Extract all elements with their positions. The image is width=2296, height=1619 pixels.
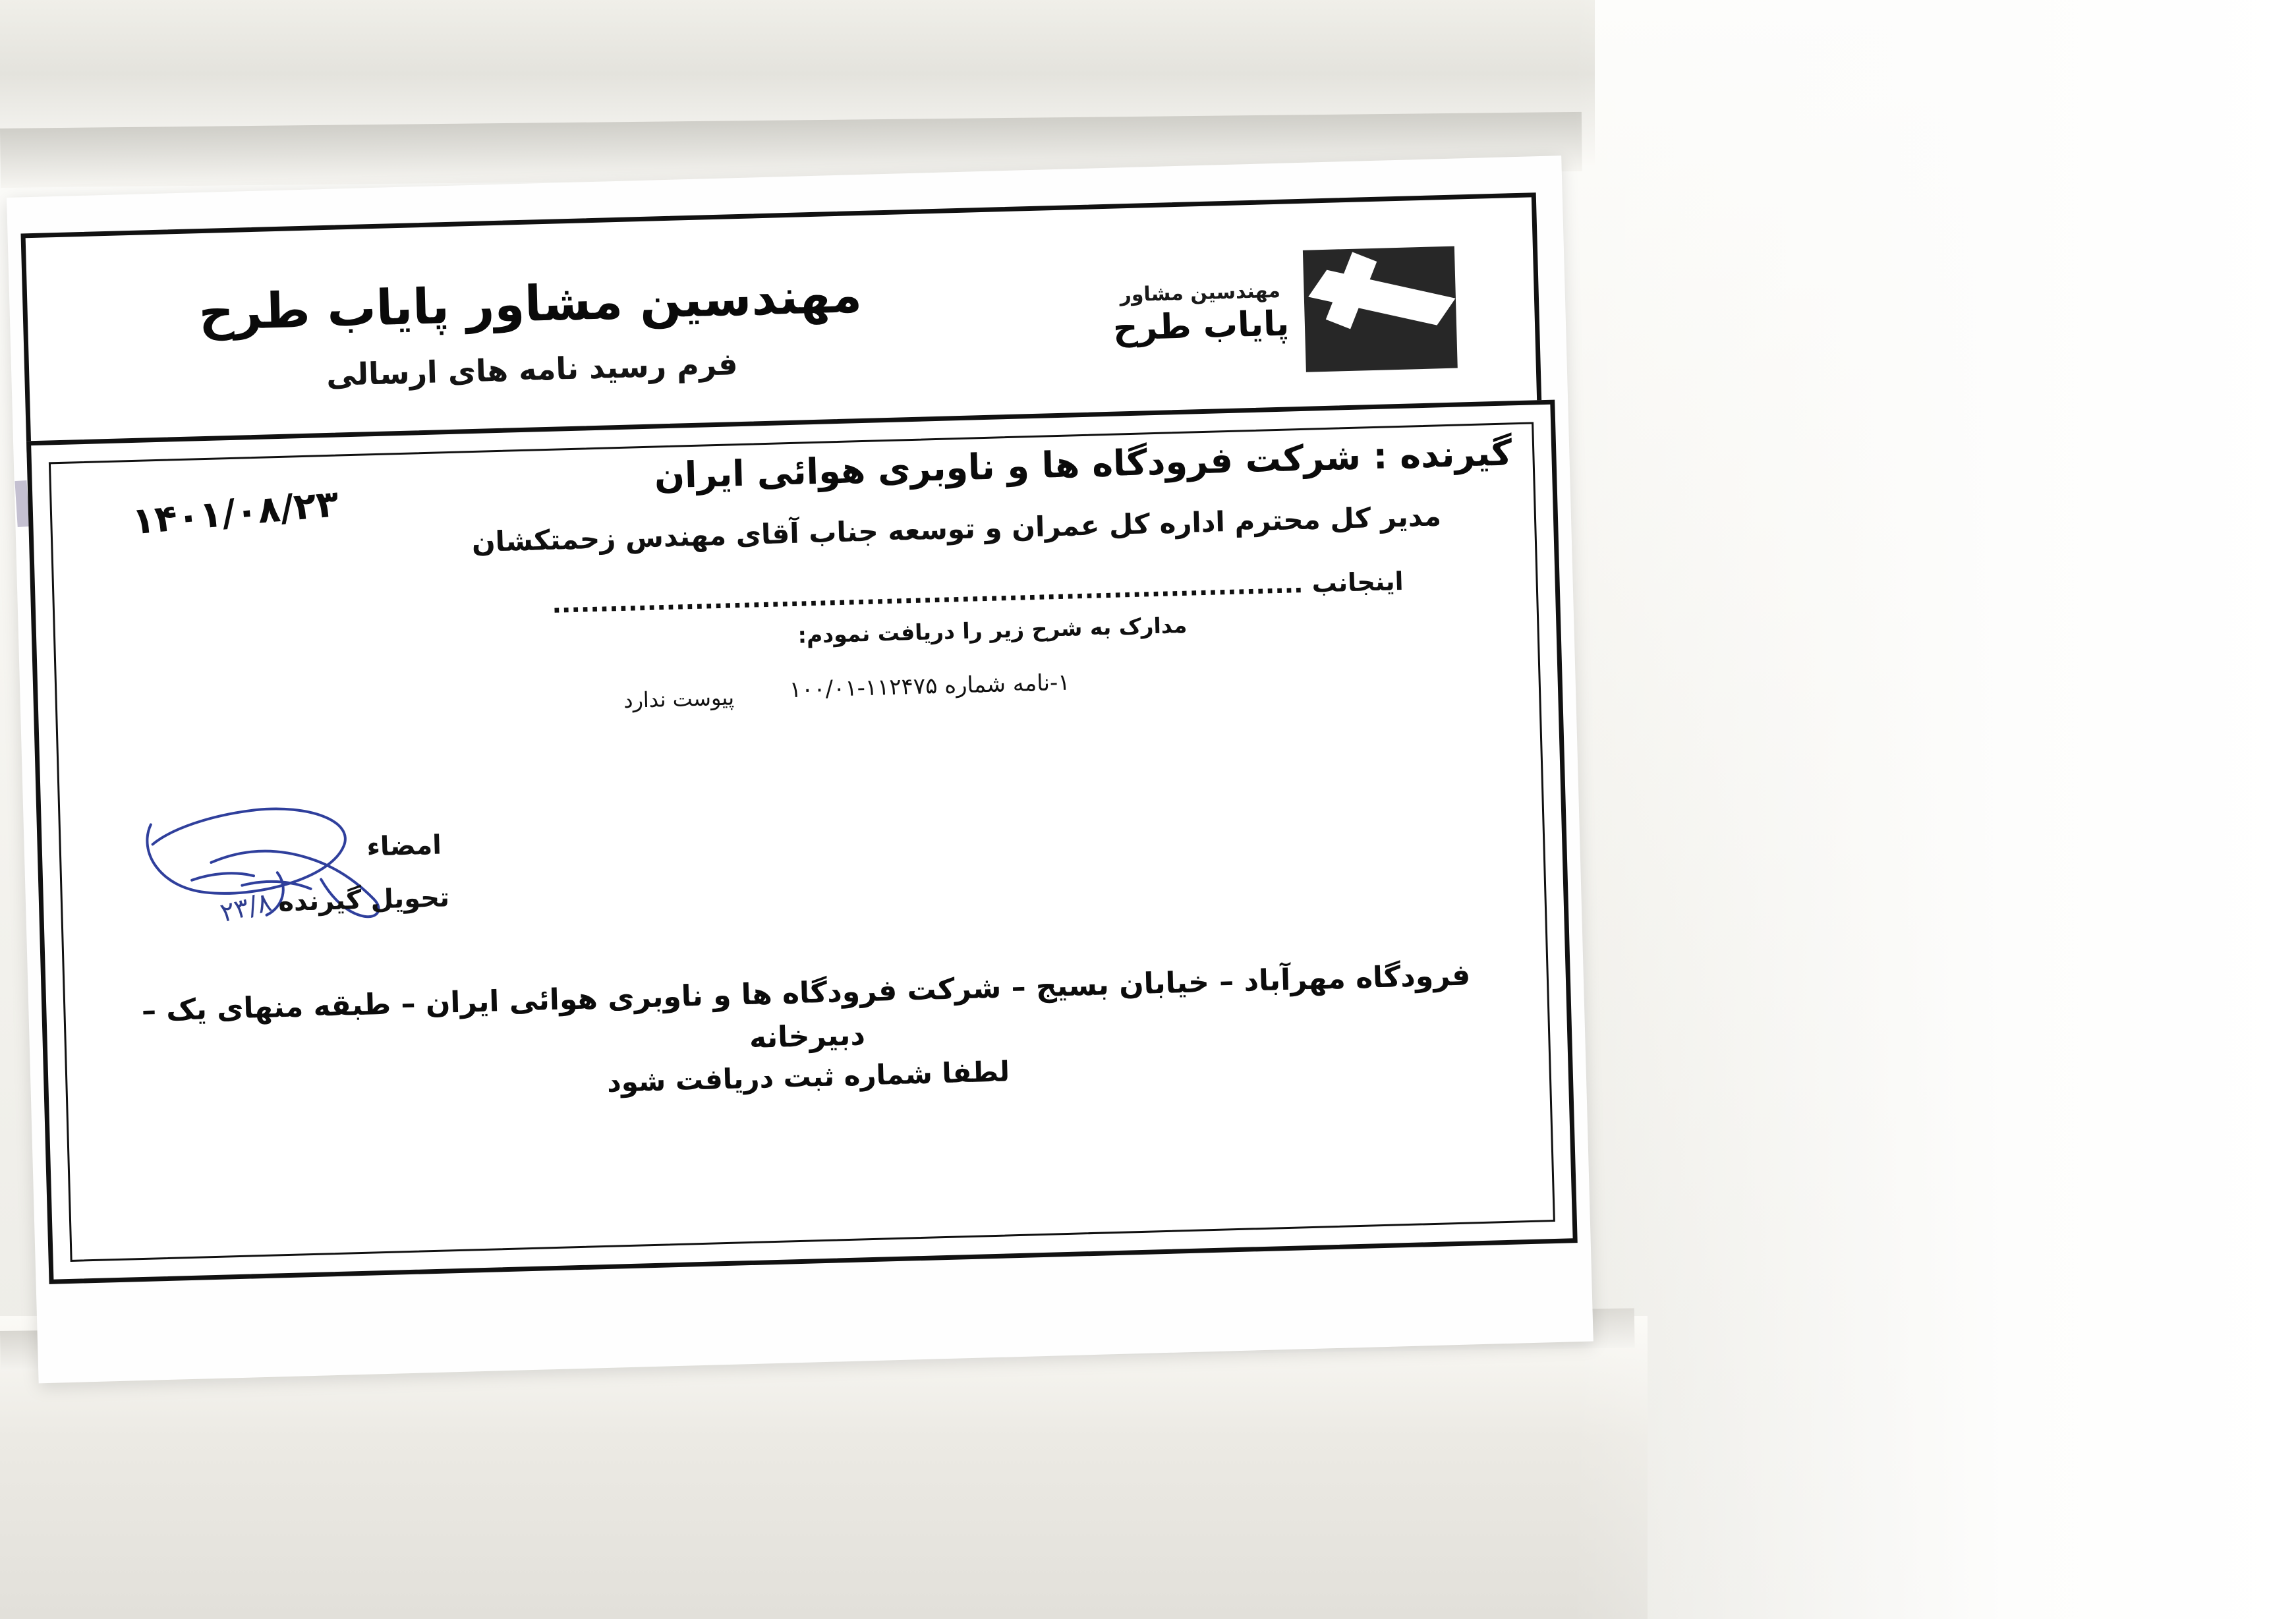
- document-date: ۱۴۰۱/۰۸/۲۳: [130, 482, 341, 544]
- attention-line: مدیر کل محترم اداره کل عمران و توسعه جناب آقای مهندس زحمتکشان: [471, 499, 1442, 559]
- delivery-receiver-label: تحویل گیرنده: [277, 882, 450, 918]
- handwritten-date: ۲۳/۸: [217, 887, 275, 929]
- header-titles: [27, 261, 1114, 401]
- logo-subtitle: مهندسین مشاور: [1120, 279, 1281, 307]
- recipient-label: گیرنده : شرکت فرودگاه ها و ناوبری هوائی ایران: [654, 432, 1513, 497]
- signature-label: امضاء: [366, 830, 442, 863]
- received-statement: مدارک به شرح زیر را دریافت نمودم:: [797, 611, 1188, 648]
- scanned-document-sheet: [7, 156, 1593, 1383]
- undersigned-blank-line: اینجانب ...............................................................................: [551, 566, 1404, 619]
- document-item-number: ۱-نامه شماره ۱۱۲۴۷۵-۱۰۰/۰۱: [789, 669, 1071, 704]
- scan-right-fade: [1571, 0, 2296, 1619]
- document-item-attachment: پیوست ندارد: [623, 685, 735, 713]
- company-logo: [1111, 244, 1536, 377]
- logo-text-block: [1112, 279, 1290, 347]
- logo-mark-icon: [1303, 246, 1458, 372]
- address-line: فرودگاه مهرآباد – خیابان بسیج – شرکت فرودگاه ها و ناوبری هوائی ایران – طبقه منهای یک – دبیرخانه: [141, 958, 1471, 1055]
- document-body-box: [26, 400, 1578, 1284]
- form-title: فرم رسید نامه های ارسالی: [326, 345, 739, 393]
- registration-note: لطفا شماره ثبت دریافت شود: [606, 1055, 1010, 1098]
- logo-title: پایاب طرح: [1112, 304, 1290, 349]
- organization-title: مهندسین مشاور پایاب طرح: [198, 267, 863, 342]
